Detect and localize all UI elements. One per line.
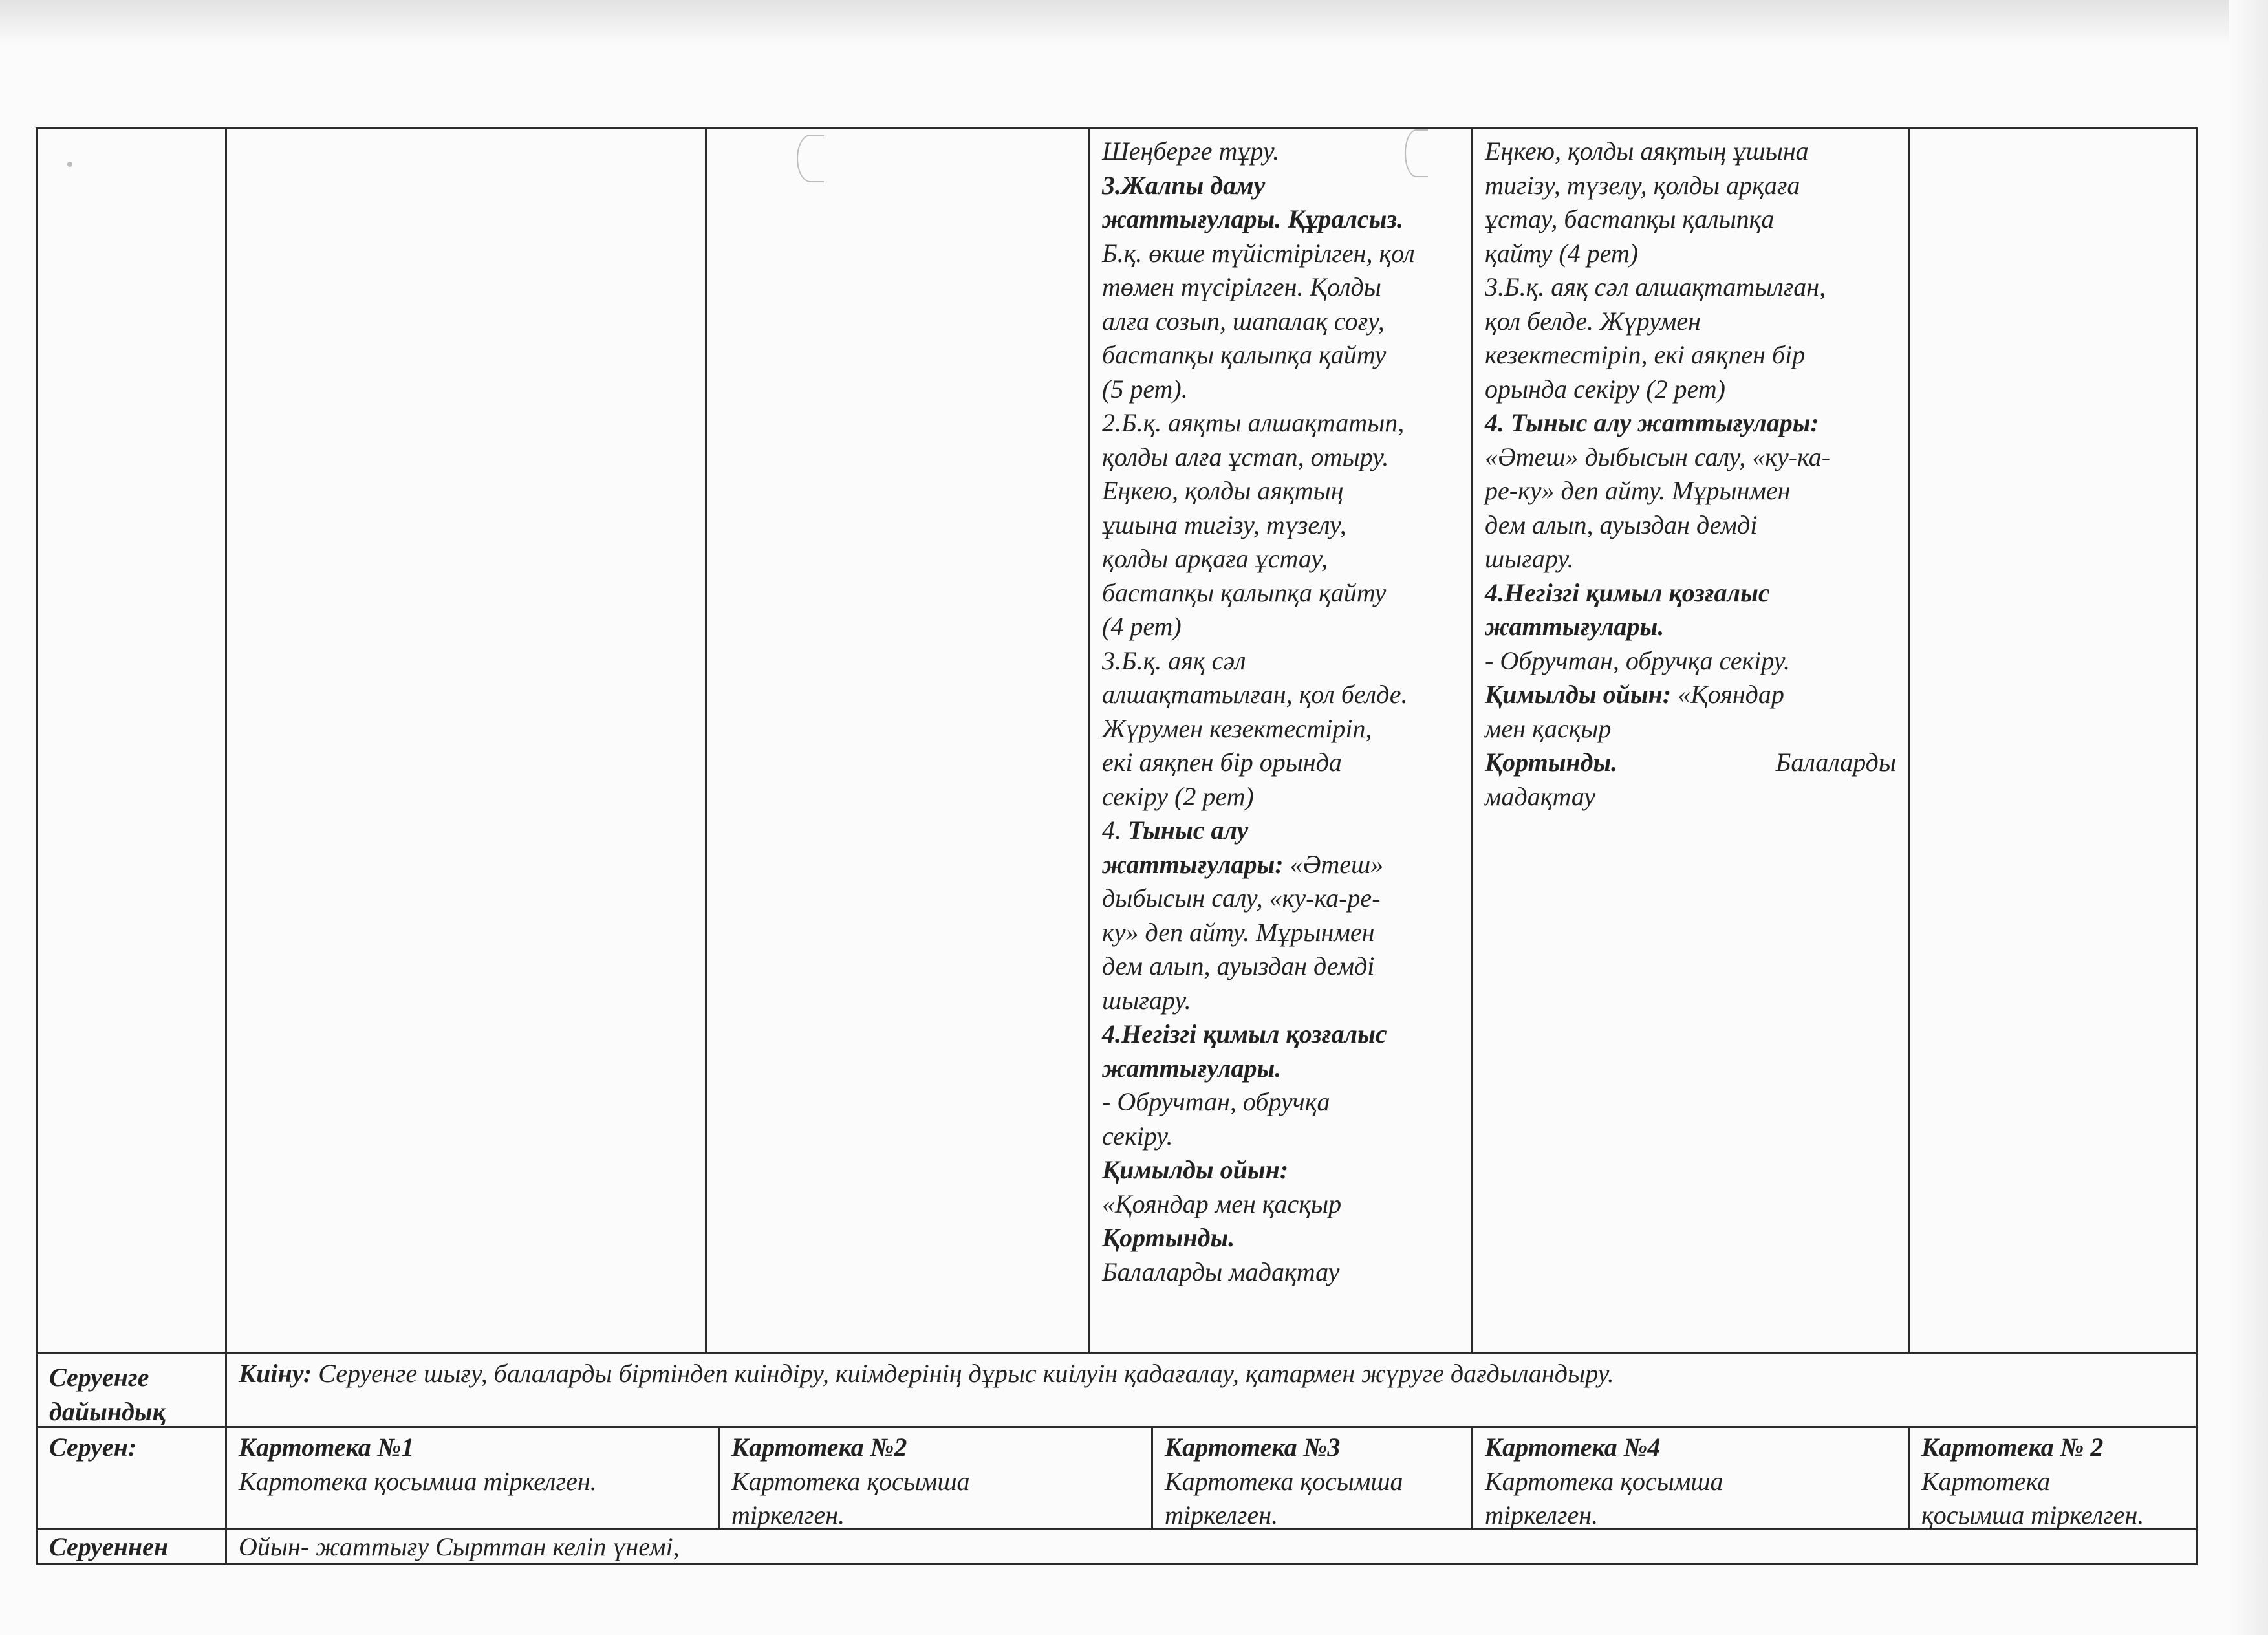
text-line bbox=[1102, 916, 1460, 950]
text-line bbox=[1485, 644, 1896, 678]
bold-text: Қортынды. bbox=[1485, 748, 1618, 777]
text-line bbox=[1102, 135, 1460, 169]
line-text: мадақтау bbox=[1485, 781, 1596, 811]
text-line bbox=[1485, 712, 1896, 746]
text-line bbox=[1102, 814, 1460, 848]
column-divider bbox=[1908, 127, 1910, 1354]
line-text: дем алып, ауыздан демді bbox=[1485, 510, 1758, 539]
text-line bbox=[1102, 1255, 1460, 1290]
walk-card-5: Картотека № 2 Картотека қосымша тіркелген. bbox=[1921, 1433, 2144, 1530]
bold-text: Қимылды ойын: bbox=[1102, 1155, 1289, 1184]
text-line bbox=[1485, 440, 1896, 475]
line-text: - Обручтан, обручқа секіру. bbox=[1485, 645, 1790, 675]
exercise-plan-cell bbox=[1090, 129, 1471, 1289]
column-divider bbox=[225, 127, 227, 1565]
text-line bbox=[1485, 474, 1896, 508]
text-line bbox=[1102, 610, 1460, 644]
text-line bbox=[1485, 305, 1896, 339]
bold-text: жаттығулары. Құралсыз. bbox=[1102, 204, 1404, 233]
line-text: Б.қ. өкше түйістірілген, қол bbox=[1102, 238, 1415, 268]
text-line bbox=[1485, 373, 1896, 407]
text-line bbox=[1102, 338, 1460, 373]
line-text: секіру. bbox=[1102, 1121, 1173, 1151]
line-text: қолды алға ұстап, отыру. bbox=[1102, 442, 1389, 471]
bold-text: Тыныс алу bbox=[1128, 816, 1249, 845]
line-prefix: 4. bbox=[1102, 816, 1128, 845]
text-line bbox=[1485, 202, 1896, 237]
text-line bbox=[1102, 712, 1460, 746]
line-text: 3.Б.қ. аяқ сәл bbox=[1102, 645, 1246, 675]
column-divider bbox=[705, 127, 707, 1354]
bold-text: 4.Негізгі қимыл қозғалыс bbox=[1102, 1019, 1387, 1048]
text-line bbox=[1102, 848, 1460, 882]
text-line bbox=[1102, 576, 1460, 611]
line-text: алға созып, шапалақ соғу, bbox=[1102, 306, 1385, 336]
text-line bbox=[1102, 237, 1460, 271]
walk-card-2: Картотека №2 Картотека қосымша тіркелген. bbox=[731, 1433, 970, 1530]
text-line bbox=[1102, 1153, 1460, 1187]
text-line bbox=[1102, 1187, 1460, 1222]
walk-card-1: Картотека №1 Картотека қосымша тіркелген. bbox=[239, 1433, 597, 1496]
walk-card-4: Картотека №4 Картотека қосымша тіркелген. bbox=[1485, 1433, 1723, 1530]
text-line bbox=[1102, 746, 1460, 780]
text-line bbox=[1102, 1017, 1460, 1052]
bold-text: жаттығулары: bbox=[1102, 849, 1284, 879]
text-line bbox=[1102, 780, 1460, 814]
text-line bbox=[1102, 949, 1460, 984]
line-text: қол белде. Жүрумен bbox=[1485, 306, 1701, 336]
scan-top-edge bbox=[0, 0, 2268, 45]
line-text: «Әтеш» дыбысын салу, «ку-ка- bbox=[1485, 442, 1831, 471]
text-line bbox=[1102, 474, 1460, 508]
text-line bbox=[1485, 610, 1896, 644]
text-line bbox=[1102, 1120, 1460, 1154]
scan-speck bbox=[67, 162, 72, 167]
line-text: төмен түсірілген. Қолды bbox=[1102, 272, 1381, 301]
text-line bbox=[1485, 542, 1896, 576]
text-line bbox=[1485, 135, 1896, 169]
text-line bbox=[1102, 1085, 1460, 1120]
line-text: қайту (4 рет) bbox=[1485, 238, 1639, 268]
walk-card-3: Картотека №3 Картотека қосымша тіркелген. bbox=[1165, 1433, 1403, 1530]
line-text: ку» деп айту. Мұрынмен bbox=[1102, 917, 1375, 947]
line-text: екі аяқпен бір орында bbox=[1102, 748, 1342, 777]
line-text: (5 рет). bbox=[1102, 374, 1188, 404]
walk-prep-text bbox=[227, 1354, 2196, 1391]
text-line bbox=[1102, 542, 1460, 576]
text-line bbox=[1485, 237, 1896, 271]
line-text: Еңкею, қолды аяқтың ұшына bbox=[1485, 136, 1809, 166]
line-text: мен қасқыр bbox=[1485, 713, 1612, 743]
line-text: алшақтатылған, қол белде. bbox=[1102, 680, 1408, 709]
line-text: 3.Б.қ. аяқ сәл алшақтатылған, bbox=[1485, 272, 1826, 301]
line-text: «Қояндар мен қасқыр bbox=[1102, 1189, 1342, 1218]
text-line bbox=[1102, 406, 1460, 440]
line-text: ре-ку» деп айту. Мұрынмен bbox=[1485, 476, 1791, 505]
exercise-plan-cell bbox=[1473, 129, 1908, 814]
dressing-lead: Киіну: bbox=[239, 1359, 312, 1388]
bold-text: Қортынды. bbox=[1102, 1223, 1235, 1252]
text-line bbox=[1485, 270, 1896, 305]
line-text: дем алып, ауыздан демді bbox=[1102, 951, 1375, 980]
table-border-left bbox=[36, 127, 38, 1565]
line-text: Шеңберге тұру. bbox=[1102, 136, 1280, 166]
return-text: Ойын- жаттығу Сырттан келіп үнемі, bbox=[239, 1532, 680, 1561]
dressing-description: Серуенге шығу, балаларды біртіндеп киіндіру, киімдерінің дұрыс киілуін қадағалау, қатармен жүруге дағдыландыру. bbox=[312, 1359, 1614, 1388]
line-text: шығару. bbox=[1485, 544, 1574, 573]
line-text: (4 рет) bbox=[1102, 612, 1182, 641]
line-text: дыбысын салу, «ку-ка-ре- bbox=[1102, 883, 1381, 913]
row-label-walk-prep: Серуенге дайындық bbox=[49, 1363, 166, 1426]
row-label-walk: Серуен: bbox=[49, 1433, 137, 1462]
bold-text: Қимылды ойын: bbox=[1485, 680, 1672, 709]
text-line bbox=[1485, 169, 1896, 203]
text-line bbox=[1102, 1221, 1460, 1255]
scan-right-edge bbox=[2229, 0, 2268, 1635]
line-text: ұстау, бастапқы қалыпқа bbox=[1485, 204, 1775, 233]
line-text: секіру (2 рет) bbox=[1102, 781, 1254, 811]
text-line bbox=[1102, 508, 1460, 543]
line-text: кезектестіріп, екі аяқпен бір bbox=[1485, 340, 1806, 369]
row-label-return: Серуеннен bbox=[49, 1532, 169, 1561]
text-line bbox=[1485, 338, 1896, 373]
line-rest: «Қояндар bbox=[1671, 680, 1784, 709]
line-rest: «Әтеш» bbox=[1283, 849, 1384, 879]
text-line bbox=[1485, 780, 1896, 814]
text-line bbox=[1102, 270, 1460, 305]
bold-text: жаттығулары. bbox=[1485, 612, 1665, 641]
line-text: қолды арқаға ұстау, bbox=[1102, 544, 1328, 573]
line-text: шығару. bbox=[1102, 985, 1191, 1015]
text-line bbox=[1485, 746, 1896, 780]
line-text: орында секіру (2 рет) bbox=[1485, 374, 1725, 404]
text-line bbox=[1102, 440, 1460, 475]
bold-text: 4.Негізгі қимыл қозғалыс bbox=[1485, 578, 1770, 607]
text-line bbox=[1485, 678, 1896, 712]
bold-text: 3.Жалпы даму bbox=[1102, 170, 1266, 200]
scan-mark bbox=[797, 135, 824, 182]
line-text: ұшына тигізу, түзелу, bbox=[1102, 510, 1346, 539]
line-text: 2.Б.қ. аяқты алшақтатып, bbox=[1102, 408, 1405, 437]
text-line bbox=[1102, 1052, 1460, 1086]
line-rest: Балаларды bbox=[1775, 748, 1896, 777]
line-text: Жүрумен кезектестіріп, bbox=[1102, 713, 1372, 743]
text-line bbox=[1102, 305, 1460, 339]
line-text: тигізу, түзелу, қолды арқаға bbox=[1485, 170, 1800, 200]
line-text: бастапқы қалыпқа қайту bbox=[1102, 578, 1387, 607]
text-line bbox=[1102, 984, 1460, 1018]
text-line bbox=[1485, 406, 1896, 440]
line-text: - Обручтан, обручқа bbox=[1102, 1087, 1330, 1116]
bold-text: 4. Тыныс алу жаттығулары: bbox=[1485, 408, 1819, 437]
text-line bbox=[1102, 678, 1460, 712]
text-line bbox=[1102, 373, 1460, 407]
bold-text: жаттығулары. bbox=[1102, 1053, 1282, 1083]
line-text: Балаларды мадақтау bbox=[1102, 1257, 1340, 1286]
text-line bbox=[1485, 576, 1896, 611]
text-line bbox=[1102, 169, 1460, 203]
text-line bbox=[1102, 882, 1460, 916]
text-line bbox=[1485, 508, 1896, 543]
text-line bbox=[1102, 202, 1460, 237]
text-line bbox=[1102, 644, 1460, 678]
line-text: бастапқы қалыпқа қайту bbox=[1102, 340, 1387, 369]
line-text: Еңкею, қолды аяқтың bbox=[1102, 476, 1344, 505]
table-border-right bbox=[2196, 127, 2198, 1565]
